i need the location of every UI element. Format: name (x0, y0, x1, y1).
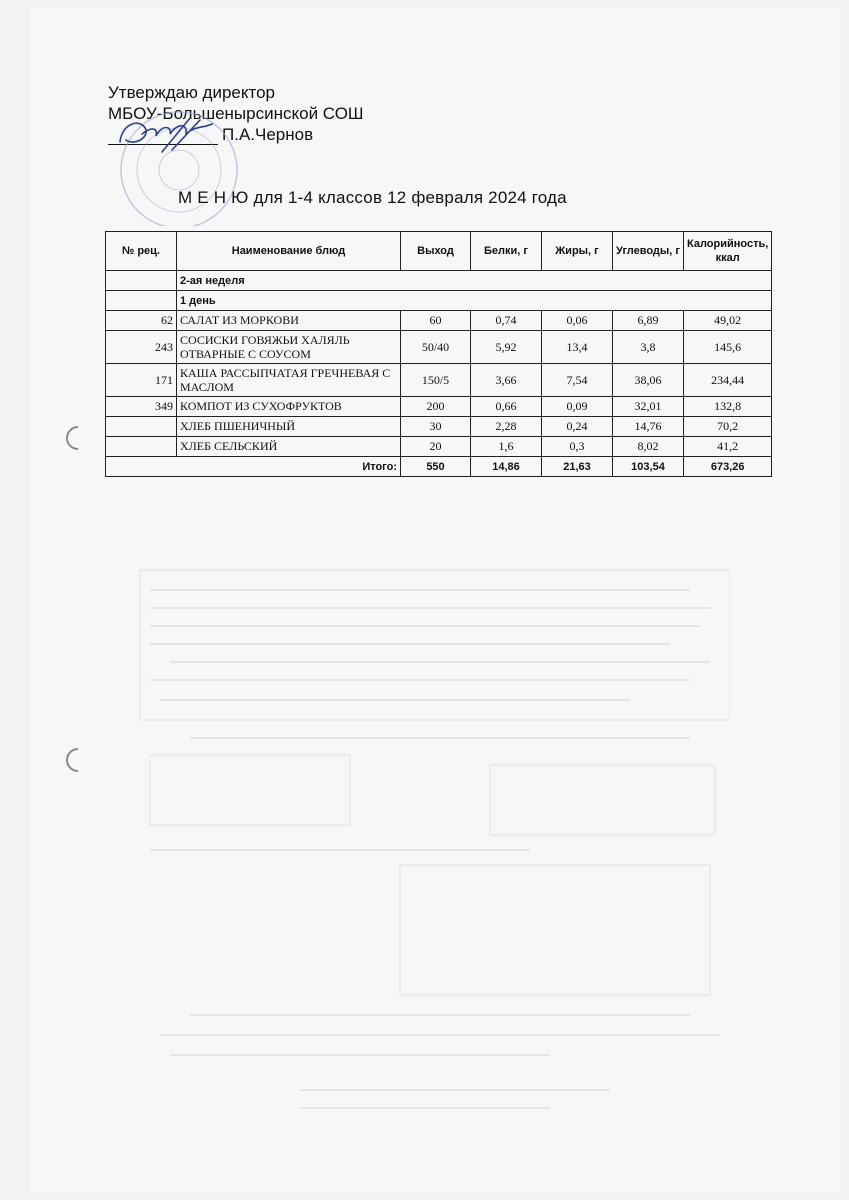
calories-value: 41,2 (684, 437, 772, 457)
table-header-row (106, 232, 772, 271)
protein-value: 1,6 (471, 437, 542, 457)
protein-value: 5,92 (471, 331, 542, 364)
col-header-dish: Наименование блюд (177, 232, 401, 271)
carbs-value: 3,8 (613, 331, 684, 364)
col-header-calories: Калорийность, ккал (684, 232, 772, 271)
protein-value: 0,74 (471, 311, 542, 331)
recipe-number (106, 437, 177, 457)
table-row (106, 311, 772, 331)
table-row (106, 397, 772, 417)
menu-title: М Е Н Ю для 1-4 классов 12 февраля 2024 года (178, 188, 567, 207)
recipe-number: 62 (106, 311, 177, 331)
output-value: 30 (401, 417, 471, 437)
menu-table (105, 231, 772, 477)
carbs-value: 38,06 (613, 364, 684, 397)
total-row (106, 457, 772, 477)
col-header-protein: Белки, г (471, 232, 542, 271)
dish-name: САЛАТ ИЗ МОРКОВИ (177, 311, 401, 331)
fat-value: 13,4 (542, 331, 613, 364)
carbs-value: 32,01 (613, 397, 684, 417)
col-header-output: Выход (401, 232, 471, 271)
output-value: 20 (401, 437, 471, 457)
table-row (106, 331, 772, 364)
table-row (106, 417, 772, 437)
total-label: Итого: (106, 457, 401, 477)
calories-value: 132,8 (684, 397, 772, 417)
school-name: МБОУ-Большенырсинской СОШ (108, 104, 364, 123)
output-value: 50/40 (401, 331, 471, 364)
week-label: 2-ая неделя (177, 271, 772, 291)
recipe-number: 243 (106, 331, 177, 364)
fat-value: 0,3 (542, 437, 613, 457)
dish-name: СОСИСКИ ГОВЯЖЬИ ХАЛЯЛЬ ОТВАРНЫЕ С СОУСОМ (177, 331, 401, 364)
table-row (106, 437, 772, 457)
recipe-number: 349 (106, 397, 177, 417)
total-carbs: 103,54 (613, 457, 684, 477)
recipe-number: 171 (106, 364, 177, 397)
carbs-value: 6,89 (613, 311, 684, 331)
dish-name: КАША РАССЫПЧАТАЯ ГРЕЧНЕВАЯ С МАСЛОМ (177, 364, 401, 397)
bleed-through-pattern (130, 560, 730, 1140)
total-fat: 21,63 (542, 457, 613, 477)
calories-value: 234,44 (684, 364, 772, 397)
output-value: 150/5 (401, 364, 471, 397)
col-header-recipe: № рец. (106, 232, 177, 271)
dish-name: КОМПОТ ИЗ СУХОФРУКТОВ (177, 397, 401, 417)
approval-title: Утверждаю директор (108, 83, 276, 102)
dish-name: ХЛЕБ СЕЛЬСКИЙ (177, 437, 401, 457)
carbs-value: 14,76 (613, 417, 684, 437)
col-header-fat: Жиры, г (542, 232, 613, 271)
day-label: 1 день (177, 291, 772, 311)
calories-value: 49,02 (684, 311, 772, 331)
fat-value: 0,06 (542, 311, 613, 331)
total-calories: 673,26 (684, 457, 772, 477)
dish-name: ХЛЕБ ПШЕНИЧНЫЙ (177, 417, 401, 437)
protein-value: 0,66 (471, 397, 542, 417)
col-header-carbs: Углеводы, г (613, 232, 684, 271)
table-row (106, 364, 772, 397)
fat-value: 0,09 (542, 397, 613, 417)
protein-value: 2,28 (471, 417, 542, 437)
recipe-number (106, 417, 177, 437)
protein-value: 3,66 (471, 364, 542, 397)
calories-value: 145,6 (684, 331, 772, 364)
output-value: 200 (401, 397, 471, 417)
calories-value: 70,2 (684, 417, 772, 437)
carbs-value: 8,02 (613, 437, 684, 457)
day-row (106, 291, 772, 311)
output-value: 60 (401, 311, 471, 331)
fat-value: 7,54 (542, 364, 613, 397)
signer-name: П.А.Чернов (222, 125, 314, 144)
week-row (106, 271, 772, 291)
handwritten-signature (112, 112, 232, 158)
total-protein: 14,86 (471, 457, 542, 477)
total-output: 550 (401, 457, 471, 477)
fat-value: 0,24 (542, 417, 613, 437)
